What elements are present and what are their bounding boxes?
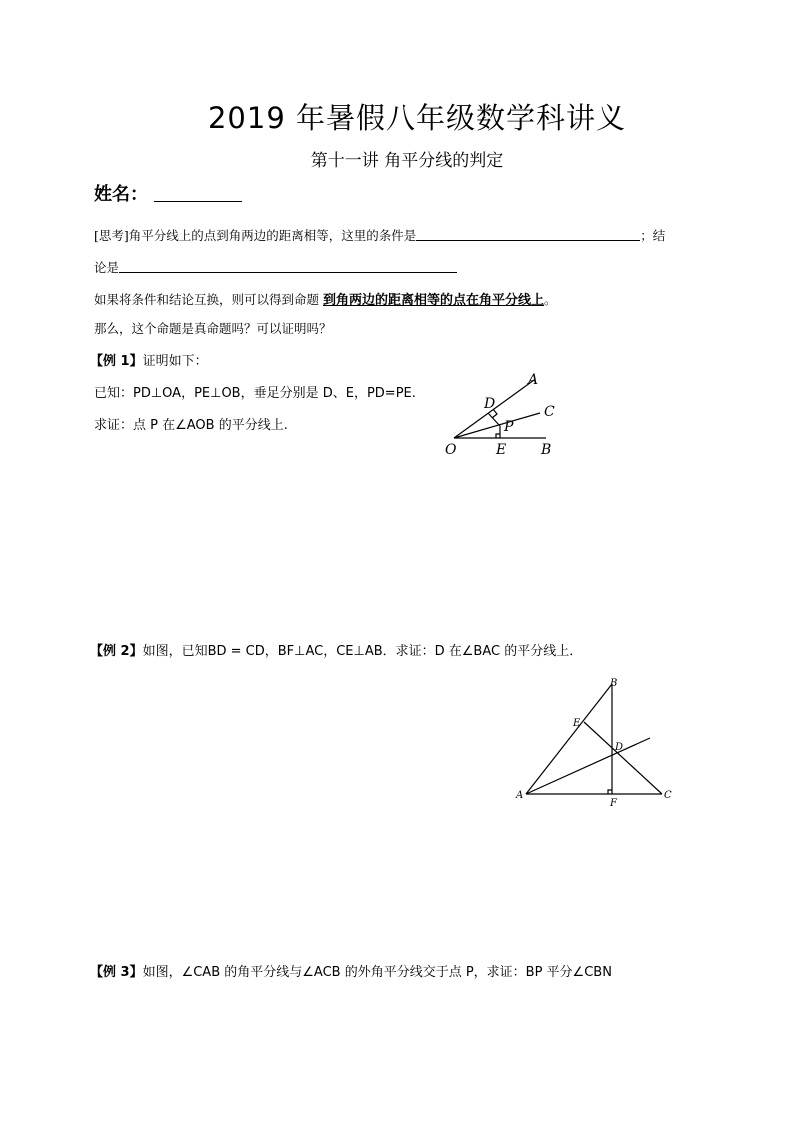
- swap-proposition: 到角两边的距离相等的点在角平分线上: [323, 293, 545, 308]
- think-label: [思考]: [94, 228, 129, 243]
- question-line: 那么，这个命题是真命题吗？可以证明吗？: [94, 321, 332, 336]
- example1-known: 已知：PD⊥OA，PE⊥OB，垂足分别是 D、E，PD=PE.: [94, 386, 416, 401]
- swap-period: 。: [544, 292, 557, 307]
- segment-PD: [488, 413, 500, 426]
- label-B: B: [610, 678, 618, 689]
- example3-label: 【例 3】: [90, 965, 143, 980]
- example1-label: 【例 1】: [90, 354, 143, 369]
- segment-CE: [584, 722, 662, 794]
- conclusion-blank[interactable]: [119, 260, 457, 273]
- example1-heading: [90, 350, 208, 369]
- label-D: D: [484, 396, 496, 412]
- think-text-2: 论是: [94, 260, 120, 275]
- example2-line: [90, 640, 582, 659]
- label-C: C: [544, 404, 555, 420]
- example2-figure: [510, 672, 680, 812]
- name-label: 姓名：: [94, 184, 148, 205]
- think-text-1: 角平分线上的点到角两边的距离相等，这里的条件是: [128, 228, 417, 243]
- label-A: A: [528, 372, 539, 388]
- right-angle-E: [496, 434, 500, 438]
- label-A: A: [516, 790, 524, 801]
- name-blank[interactable]: [154, 183, 242, 202]
- think-line-2: [94, 258, 457, 276]
- example2-text: 如图，已知BD = CD，BF⊥AC，CE⊥AB．求证：D 在∠BAC 的平分线上．: [142, 644, 583, 659]
- label-C: C: [664, 790, 672, 801]
- label-O: O: [445, 442, 457, 458]
- example1-title: 证明如下：: [142, 354, 208, 369]
- segment-AB: [526, 684, 612, 794]
- lecture-subtitle: 第十一讲 角平分线的判定: [310, 151, 504, 171]
- label-E: E: [496, 442, 507, 458]
- label-D: D: [615, 742, 624, 753]
- swap-text: 如果将条件和结论互换，则可以得到命题: [94, 292, 320, 307]
- label-E: E: [573, 718, 581, 729]
- label-B: B: [541, 442, 552, 458]
- name-row: [94, 180, 242, 206]
- think-line-1: [94, 226, 665, 244]
- example1-prove: 求证：点 P 在∠AOB 的平分线上.: [94, 418, 288, 433]
- example3-text: 如图，∠CAB 的角平分线与∠ACB 的外角平分线交于点 P，求证：BP 平分∠CBN: [142, 965, 612, 980]
- page-title: 2019 年暑假八年级数学科讲义: [207, 101, 627, 135]
- example3-line: [90, 961, 612, 980]
- example1-figure: [430, 366, 570, 462]
- label-F: F: [610, 798, 617, 809]
- example2-label: 【例 2】: [90, 644, 143, 659]
- think-text-1-end: ；结: [640, 228, 666, 243]
- label-P: P: [504, 419, 514, 435]
- condition-blank[interactable]: [416, 228, 640, 241]
- swap-line: [94, 289, 557, 308]
